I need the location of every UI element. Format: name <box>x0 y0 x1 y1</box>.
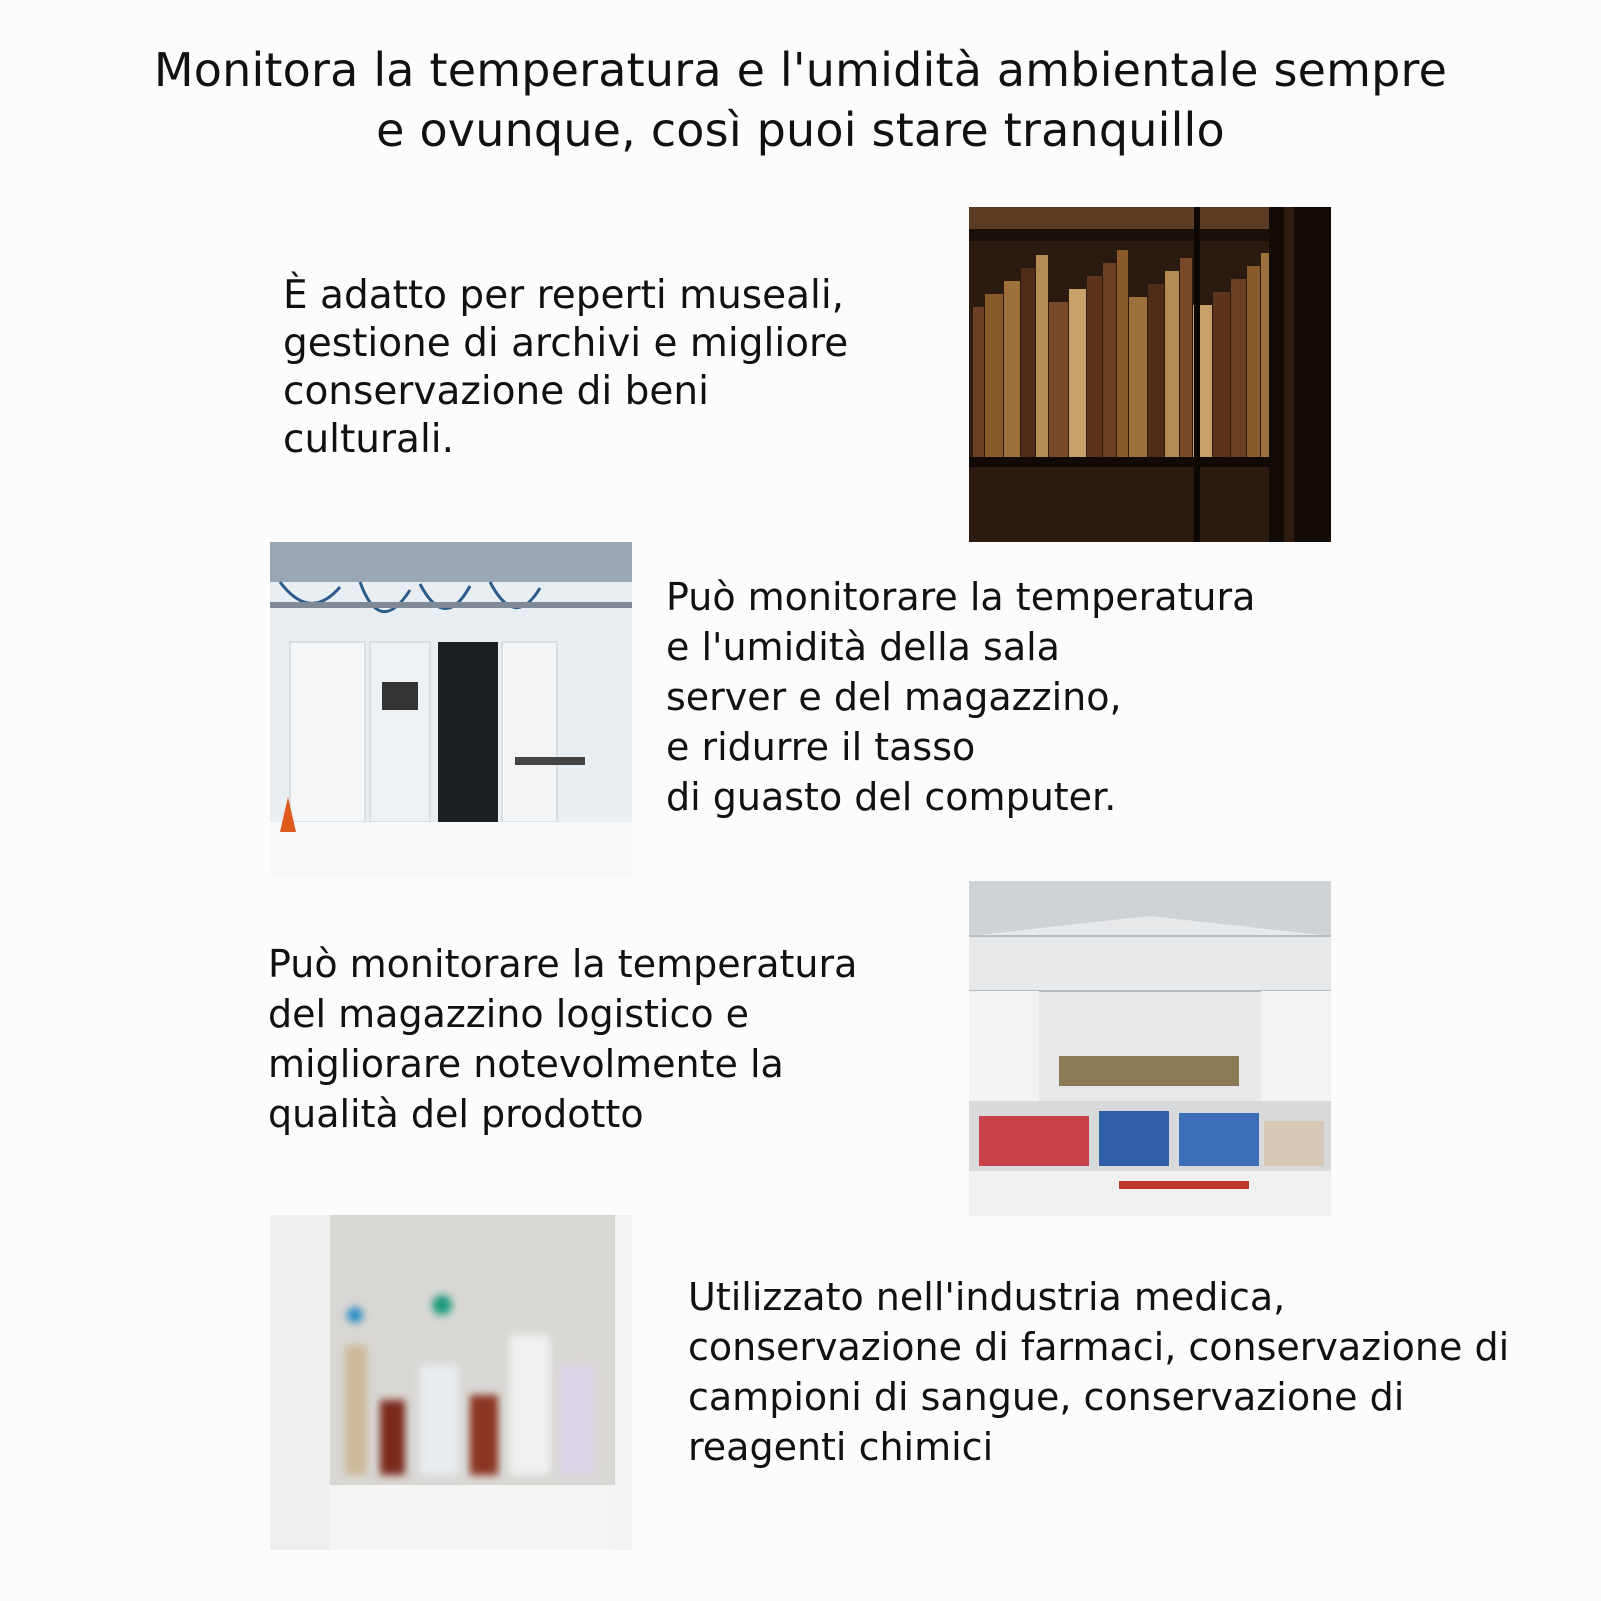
book-spine <box>985 294 1003 457</box>
book-spine <box>1087 276 1102 457</box>
text-line: conservazione di farmaci, conservazione di <box>688 1325 1510 1369</box>
book-spine <box>1165 271 1179 457</box>
text-line: campioni di sangue, conservazione di <box>688 1375 1405 1419</box>
book-spine <box>1213 292 1230 457</box>
headline-line-1: Monitora la temperatura e l'umidità ambientale sempre <box>153 43 1448 97</box>
text-line: qualità del prodotto <box>268 1092 644 1136</box>
book-spine <box>1148 284 1164 457</box>
page-headline <box>60 40 1541 160</box>
book-spine <box>1004 281 1020 457</box>
text-line: conservazione di beni <box>283 369 709 414</box>
book-spine <box>1021 268 1035 457</box>
book-spine <box>1103 263 1116 457</box>
text-line: del magazzino logistico e <box>268 992 750 1036</box>
text-line: gestione di archivi e migliore <box>283 321 849 366</box>
text-line: migliorare notevolmente la <box>268 1042 784 1086</box>
medical-industry-description <box>688 1272 1509 1472</box>
text-line: di guasto del computer. <box>666 775 1117 819</box>
server-room-description <box>666 572 1255 822</box>
text-line: Può monitorare la temperatura <box>268 942 858 986</box>
book-spine <box>1117 250 1128 457</box>
text-line: È adatto per reperti museali, <box>283 273 845 318</box>
museum-archive-description <box>283 272 848 464</box>
pharmacy-cabinet-photo <box>270 1215 632 1550</box>
text-line: server e del magazzino, <box>666 675 1122 719</box>
book-spine <box>1069 289 1086 457</box>
book-spine <box>1036 255 1048 457</box>
text-line: Utilizzato nell'industria medica, <box>688 1275 1286 1319</box>
book-spine <box>1231 279 1246 457</box>
logistics-warehouse-photo <box>969 881 1331 1216</box>
book-spine <box>1180 258 1192 457</box>
text-line: Può monitorare la temperatura <box>666 575 1256 619</box>
text-line: culturali. <box>283 417 455 462</box>
book-spine <box>1049 302 1068 457</box>
book-spine <box>973 307 984 457</box>
book-spine <box>1247 266 1260 457</box>
text-line: reagenti chimici <box>688 1425 994 1469</box>
text-line: e ridurre il tasso <box>666 725 976 769</box>
logistics-warehouse-description <box>268 939 857 1139</box>
server-room-photo <box>270 542 632 877</box>
headline-line-2: e ovunque, così puoi stare tranquillo <box>376 103 1225 157</box>
library-archive-photo <box>969 207 1331 542</box>
book-spine <box>1129 297 1147 457</box>
text-line: e l'umidità della sala <box>666 625 1060 669</box>
